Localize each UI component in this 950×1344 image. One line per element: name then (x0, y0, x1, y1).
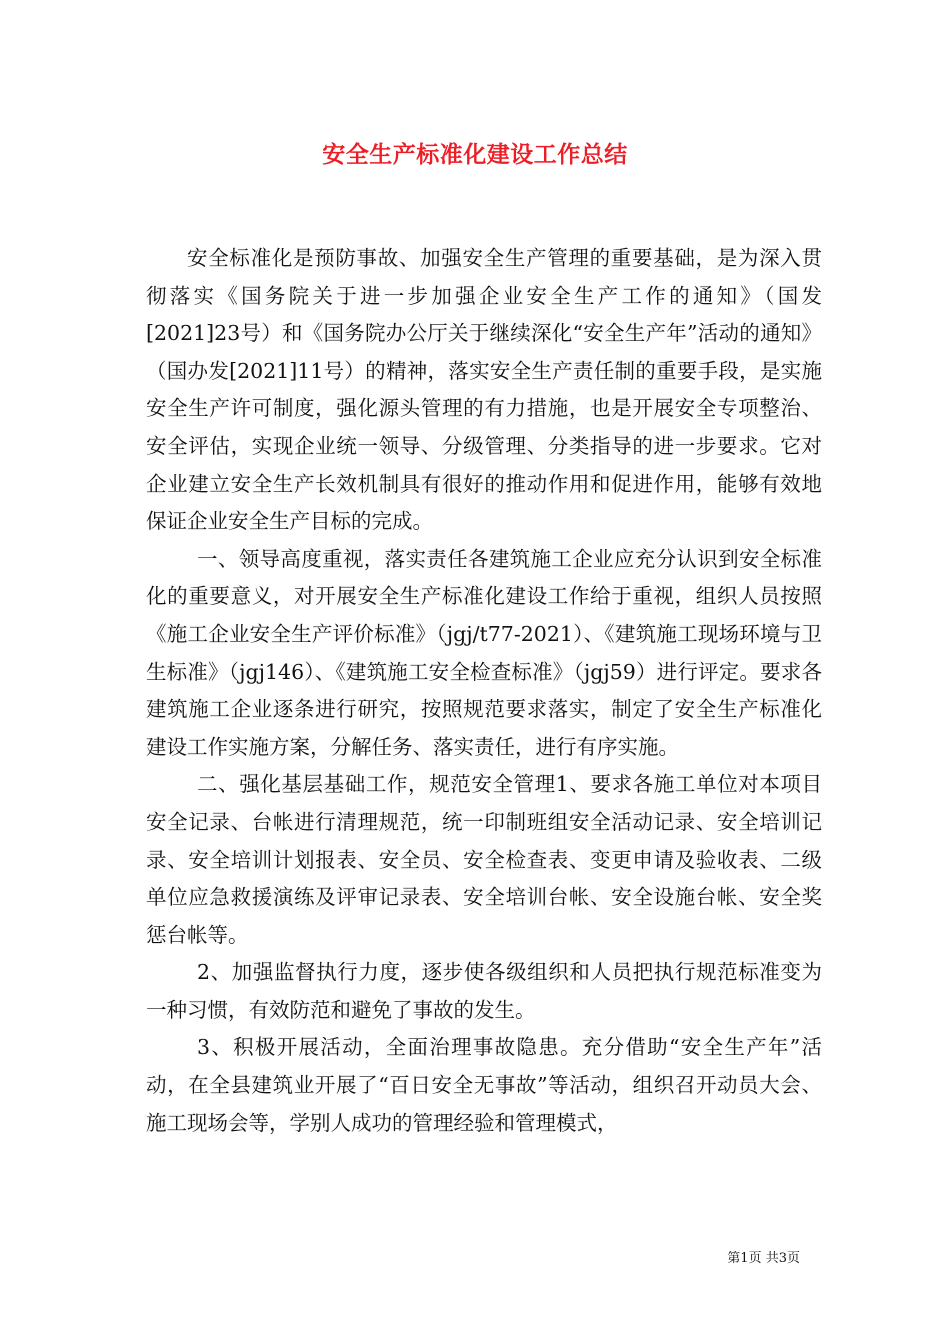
paragraph-section-one: 一、领导高度重视，落实责任各建筑施工企业应充分认识到安全标准化的重要意义，对开展安全生产标准化建设工作给于重视，组织人员按照《施工企业安全生产评价标准》（jgj/t77-2021）、《建筑施工现场环境与卫生标准》（jgj146）、《建筑施工安全检查标准》（jgj59）进行评定。要求各建筑施工企业逐条进行研究，按照规范要求落实，制定了安全生产标准化建设工作实施方案，分解任务、落实责任，进行有序实施。 (146, 546, 822, 759)
footer-current-page: 1 (740, 1251, 749, 1266)
footer-suffix: 页 (786, 1251, 800, 1266)
footer-prefix: 第 (727, 1251, 741, 1266)
paragraph-item-three: 3、积极开展活动，全面治理事故隐患。充分借助“安全生产年”活动，在全县建筑业开展了“百日安全无事故”等活动，组织召开动员大会、施工现场会等，学别人成功的管理经验和管理模式， (146, 1035, 822, 1135)
footer-total-pages: 3 (778, 1251, 787, 1266)
page-number-footer (727, 1247, 800, 1266)
document-title: 安全生产标准化建设工作总结 (322, 142, 628, 168)
document-body (146, 240, 822, 1142)
paragraph-section-two: 二、强化基层基础工作，规范安全管理1、要求各施工单位对本项目安全记录、台帐进行清理规范，统一印制班组安全活动记录、安全培训记录、安全培训计划报表、安全员、安全检查表、变更申请及验收表、二级单位应急救援演练及评审记录表、安全培训台帐、安全设施台帐、安全奖惩台帐等。 (146, 772, 822, 947)
paragraph-intro: 安全标准化是预防事故、加强安全生产管理的重要基础，是为深入贯彻落实《国务院关于进一步加强企业安全生产工作的通知》（国发[2021]23号）和《国务院办公厅关于继续深化“安全生产年”活动的通知》（国办发[2021]11号）的精神，落实安全生产责任制的重要手段，是实施安全生产许可制度，强化源头管理的有力措施，也是开展安全专项整治、安全评估，实现企业统一领导、分级管理、分类指导的进一步要求。它对企业建立安全生产长效机制具有很好的推动作用和促进作用，能够有效地保证企业安全生产目标的完成。 (146, 246, 822, 534)
footer-middle: 页 共 (748, 1251, 779, 1266)
paragraph-item-two: 2、加强监督执行力度，逐步使各级组织和人员把执行规范标准变为一种习惯，有效防范和避免了事故的发生。 (146, 960, 822, 1022)
